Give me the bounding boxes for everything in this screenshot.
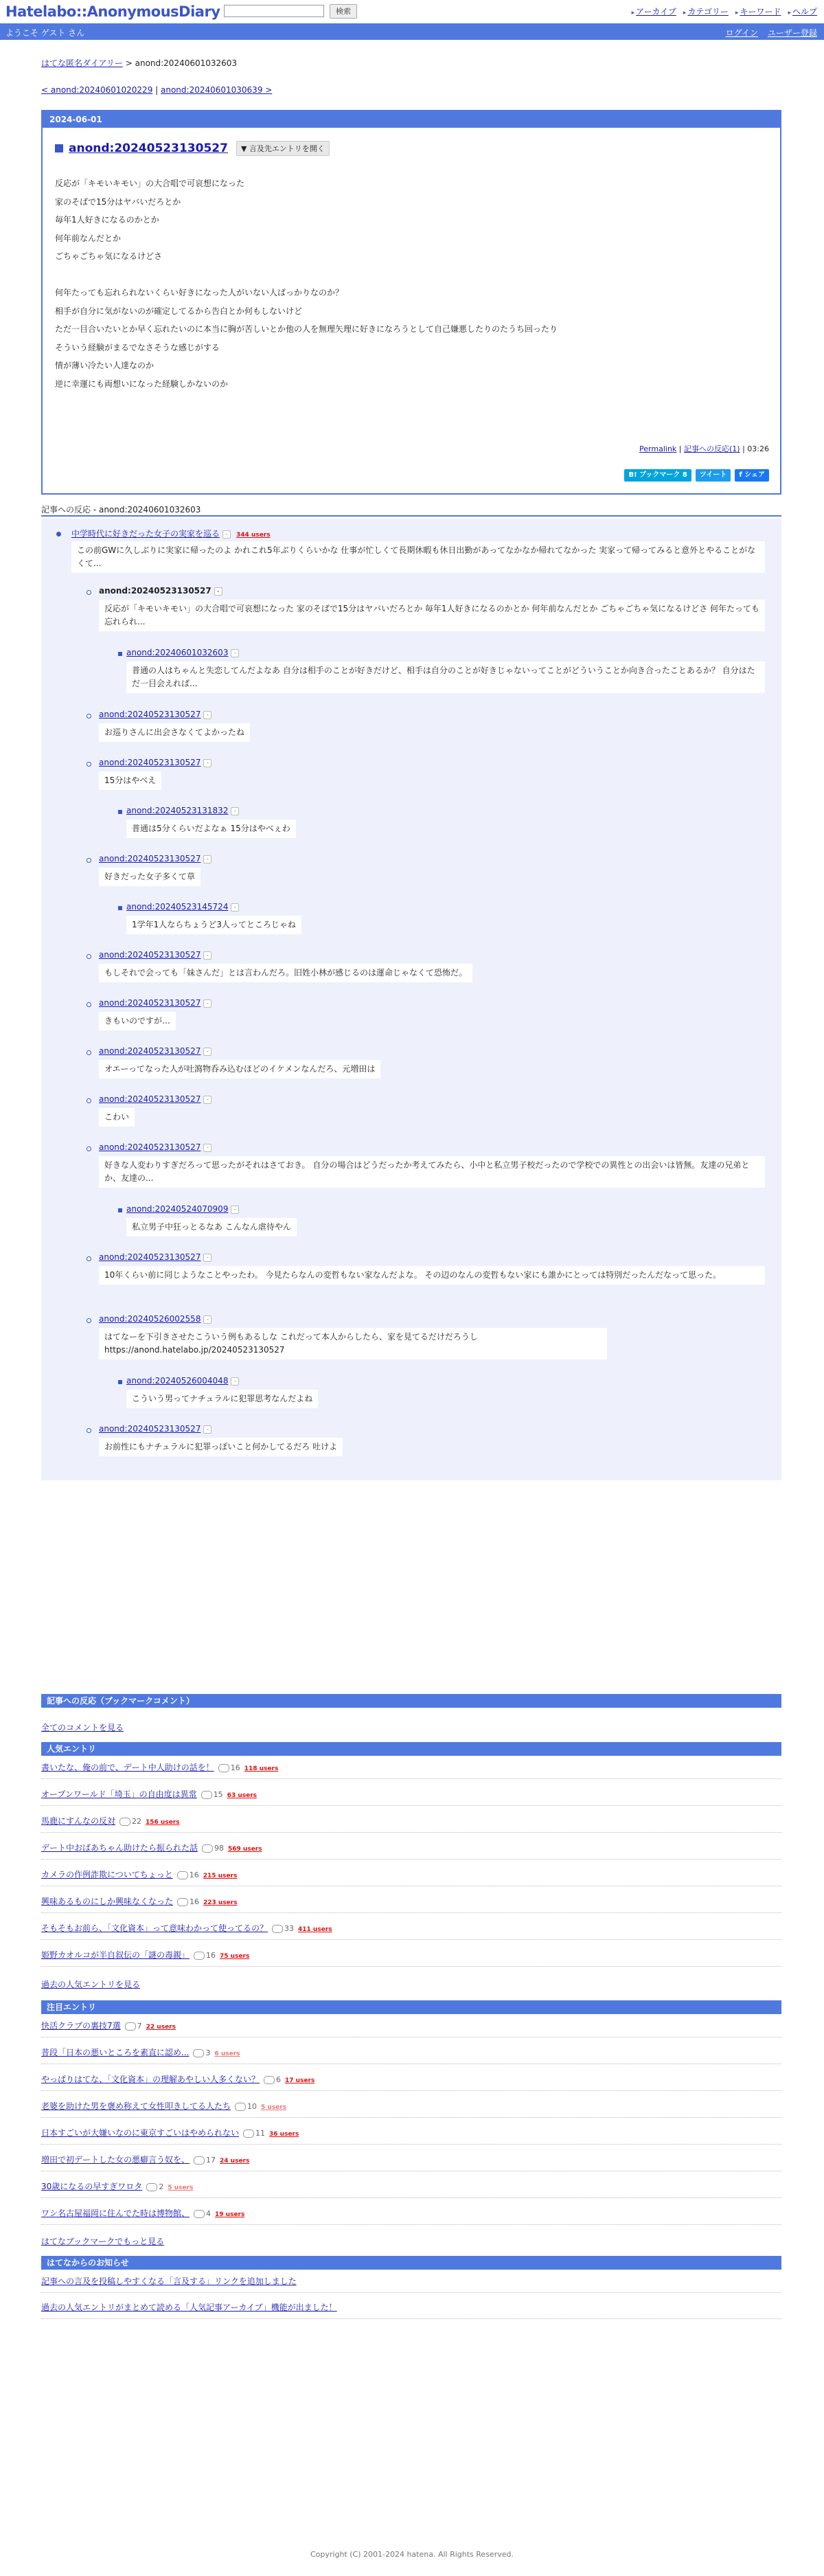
expand-icon[interactable]: - (203, 1144, 211, 1152)
reaction-label (99, 1046, 211, 1056)
bullet-icon (87, 858, 91, 863)
comment-count[interactable] (194, 1951, 216, 1960)
body-line: ごちゃごちゃ気になるけどさ (55, 251, 163, 261)
arrow-icon: ▸ (631, 10, 635, 16)
comment-count-text: 16 (189, 1871, 199, 1879)
root-summary: この前GWに久しぶりに実家に帰ったのよ かれこれ5年ぶりくらいかな 仕事が忙しくて長期休暇も休日出勤があってなかなか帰れてなかった 実家って帰ってみると意外とやることがなくて... (71, 541, 765, 573)
bullet-icon (87, 1002, 91, 1007)
expand-icon[interactable]: - (231, 649, 239, 657)
body-line: 相手が自分に気がないのが確定してるから告白とか何もしないけど (55, 306, 303, 316)
nav-category[interactable] (683, 5, 729, 17)
notice-item (41, 2293, 781, 2319)
reaction-text: 1学年1人ならちょうど3人ってところじゃね (126, 916, 301, 934)
comment-bubble-icon (194, 1952, 205, 1960)
body-line: 家のそばで15分はヤバいだろとか (55, 196, 181, 207)
entry-row-content (41, 2127, 299, 2138)
comment-count-text: 7 (137, 2022, 142, 2031)
comment-count[interactable] (146, 2182, 163, 2191)
bullet-icon (87, 1050, 91, 1055)
comment-bubble-icon (264, 2076, 275, 2084)
search-input[interactable] (224, 5, 324, 17)
more-bookmark-link[interactable]: はてなブックマークでもっと見る (41, 2237, 165, 2246)
entry-link[interactable]: デート中おばあちゃん助けたら振られた話 (41, 1843, 198, 1853)
entry-row-content (41, 1815, 180, 1827)
reaction-text: お巡りさんに出会さなくてよかったね (99, 723, 250, 742)
expand-icon[interactable]: - (203, 1425, 211, 1434)
entry-link[interactable]: カメラの作例詐欺についてちょっと (41, 1870, 173, 1879)
users-badge[interactable]: 63 users (227, 1792, 258, 1799)
reaction-link[interactable]: anond:20240524070909 (126, 1204, 229, 1214)
bullet-icon (87, 954, 91, 959)
entry-link[interactable]: 普段「日本の悪いところを素直に認め... (41, 2048, 190, 2057)
comment-bubble-icon (194, 2210, 205, 2218)
comment-count-text: 15 (213, 1790, 223, 1799)
reaction-text: 普通の人はちゃんと失恋してんだよなあ 自分は相手のことが好きだけど、相手は自分のことが好きじゃないってことがどういうことか向き合ったことあるか？ 自分はただ一目会えれば... (126, 662, 765, 693)
expand-icon[interactable]: - (203, 711, 211, 719)
entry-row (41, 2172, 781, 2198)
entry-row-content (41, 1842, 262, 1853)
reaction-text: きもいのですが… (99, 1012, 176, 1030)
square-bullet-icon (118, 1380, 122, 1384)
expand-icon[interactable]: - (203, 1048, 211, 1056)
users-badge[interactable]: 569 users (228, 1846, 262, 1853)
comment-bubble-icon (201, 1791, 212, 1799)
site-logo[interactable]: Hatelabo::AnonymousDiary (5, 3, 220, 20)
expand-icon[interactable]: - (222, 530, 231, 539)
nav-archive[interactable] (632, 5, 676, 17)
entry-row (41, 1887, 781, 1913)
nav-category-link[interactable]: カテゴリー (687, 7, 729, 16)
reaction-label (99, 758, 211, 767)
comment-count[interactable] (202, 1844, 224, 1853)
users-badge[interactable]: 36 users (269, 2131, 299, 2138)
expand-icon[interactable]: - (231, 1206, 239, 1214)
entry-row (41, 2038, 781, 2064)
comment-count[interactable] (194, 2156, 216, 2165)
expand-icon[interactable]: - (203, 1315, 211, 1324)
nav-archive-link[interactable]: アーカイブ (636, 7, 676, 16)
entry-row (41, 2145, 781, 2171)
expand-icon[interactable]: - (203, 759, 211, 767)
login-link[interactable]: ログイン (725, 28, 758, 38)
entry-row (41, 1941, 781, 1967)
past-popular-link[interactable]: 過去の人気エントリを見る (41, 1980, 141, 1989)
entry-row-content (41, 2100, 286, 2112)
entry-row-content (41, 2180, 193, 2192)
nav-help-link[interactable]: ヘルプ (792, 7, 817, 16)
body-line: 毎年1人好きになるのかとか (55, 215, 159, 225)
entry-link[interactable]: やっぱりはてな、「文化資本」の理解あやしい人多くない？ (41, 2075, 260, 2084)
reaction-text: 私立男子中狂っとるなあ こんなん虐待やん (126, 1218, 297, 1236)
reaction-link[interactable]: anond:20240601032603 (126, 648, 229, 657)
users-badge[interactable]: 19 users (215, 2211, 245, 2218)
reaction-link[interactable]: anond:20240523130527 (99, 1142, 201, 1152)
notice-item (41, 2267, 781, 2293)
expand-icon[interactable]: - (203, 951, 211, 960)
reaction-link[interactable]: anond:20240523130527 (99, 710, 201, 719)
reaction-label (126, 806, 239, 815)
comment-count-text: 16 (206, 1951, 216, 1960)
entry-row-content (41, 2046, 240, 2058)
users-badge[interactable]: 411 users (298, 1926, 332, 1933)
reaction-text: 普通は5分くらいだよなぁ 15分はやべぇわ (126, 820, 296, 838)
comment-count[interactable] (177, 1897, 199, 1906)
bullet-icon (87, 1146, 91, 1151)
reaction-text: はてなーを下引きさせたこういう例もあるしな これだって本人からしたら、家を見てるだけだろうし https://anond.hatelabo.jp/20240523130527 (99, 1328, 607, 1359)
permalink-row: Permalink | 記事への反応(1) | 03:26 (639, 444, 769, 453)
reaction-label (99, 586, 222, 596)
expand-icon[interactable]: - (231, 807, 239, 815)
comment-bubble-icon (218, 1764, 229, 1772)
comment-count[interactable] (194, 2209, 211, 2218)
comment-bubble-icon (193, 2049, 204, 2057)
comment-count-text: 22 (132, 1817, 142, 1826)
body-line: 逆に幸運にも両想いになった経験しかないのか (55, 379, 229, 389)
comment-count-text: 10 (247, 2102, 258, 2111)
users-badge[interactable]: 75 users (220, 1953, 250, 1960)
bullet-icon (87, 1428, 91, 1433)
reaction-link[interactable]: anond:20240523145724 (126, 902, 229, 912)
comment-count[interactable] (119, 1817, 141, 1826)
entry-link[interactable]: 馬鹿にすんなの反対 (41, 1816, 116, 1826)
entry-row-content (41, 2073, 314, 2085)
prevnext-sep: | (152, 85, 161, 95)
footer-copyright: Copyright (C) 2001-2024 hatena. All Rights Reserved. (310, 2550, 514, 2559)
entry-row (41, 2119, 781, 2145)
comment-count-text: 4 (206, 2209, 211, 2218)
reaction-text: 反応が「キモいキモい」の大合唱で可哀想になった 家のそばで15分はヤバいだろとか 毎年1人好きになるのかとか 何年前なんだとか ごちゃごちゃ気になるけどさ 何年たっても忘れられ... (99, 600, 765, 631)
expand-icon[interactable]: - (231, 1377, 239, 1386)
hatena-bookmark-button[interactable]: B! ブックマーク 8 (624, 469, 691, 482)
reaction-link[interactable]: anond:20240523130527 (99, 998, 201, 1008)
reaction-link[interactable]: anond:20240523130527 (99, 950, 201, 960)
entry-link[interactable]: 姫野カオルコが半自叙伝の「謎の毒親」 (41, 1950, 190, 1960)
comment-count[interactable] (125, 2022, 142, 2031)
reaction-text: 好きだった女子多くて草 (99, 868, 201, 886)
reaction-label (99, 950, 211, 960)
users-badge[interactable]: 215 users (203, 1873, 238, 1879)
entry-link[interactable]: 書いたな、俺の前で、デート中人助けの話を！ (41, 1763, 214, 1772)
users-badge[interactable]: 5 users (168, 2184, 194, 2191)
day-entry (41, 110, 781, 495)
arrow-icon: ▸ (683, 10, 687, 16)
reaction-link[interactable]: anond:20240523130527 (99, 1424, 201, 1434)
entry-row-content (41, 1922, 332, 1934)
users-badge[interactable]: 6 users (214, 2050, 240, 2057)
body-line: ただ一目合いたいとか早く忘れたいのに本当に胸が苦しいとか他の人を無理矢理に好きになろうとして自己嫌悪したりのたうち回ったり (55, 324, 558, 334)
prev-entry-link[interactable]: < anond:20240601020229 (41, 85, 153, 95)
users-badge[interactable]: 17 users (285, 2077, 315, 2084)
entry-row (41, 1860, 781, 1886)
entry-row (41, 1833, 781, 1860)
reaction-link[interactable]: anond:20240526002558 (99, 1314, 201, 1324)
site-header (0, 0, 824, 23)
square-bullet-icon (118, 810, 122, 814)
welcome-text: ようこそ ゲスト さん (5, 28, 85, 38)
entry-row-content (41, 2207, 244, 2219)
breadcrumb-current: anond:20240601032603 (135, 58, 238, 68)
entry-row-content (41, 1868, 237, 1880)
reaction-label (99, 854, 211, 863)
body-line: 何年たっても忘れられないくらい好きになった人がいない人ばっかりなのか？ (55, 288, 344, 297)
prev-next-nav (41, 85, 272, 95)
reaction-label-text: anond:20240523130527 (99, 586, 211, 596)
entry-link[interactable]: 30歳になるの早すぎワロタ (41, 2182, 143, 2191)
square-bullet-icon (118, 652, 122, 656)
comment-count-text: 33 (284, 1924, 295, 1933)
open-referenced-button[interactable]: ▼ 言及先エントリを開く (236, 141, 330, 156)
body-line: 何年前なんだとか (55, 233, 122, 243)
nav-keyword[interactable] (735, 5, 781, 17)
reaction-link[interactable]: anond:20240523131832 (126, 806, 229, 815)
notice-link[interactable]: 過去の人気エントリがまとめて読める「人気記事アーカイブ」機能が出ました！ (41, 2303, 337, 2312)
comment-count-text: 3 (205, 2048, 211, 2057)
users-badge[interactable]: 156 users (146, 1819, 180, 1826)
comment-count[interactable] (193, 2048, 210, 2057)
expand-icon[interactable]: - (214, 587, 222, 596)
comment-count-text: 98 (214, 1844, 225, 1853)
entry-link[interactable]: 老婆を助けた男を褒め称えて女性叩きしてる人たち (41, 2101, 231, 2111)
tweet-button[interactable]: ツイート (696, 469, 731, 482)
comment-bubble-icon (272, 1925, 283, 1933)
entry-time: 03:26 (747, 444, 769, 453)
comment-bubble-icon (146, 2183, 157, 2191)
reaction-text: こういう男ってナチュラルに犯罪思考なんだよね (126, 1390, 318, 1408)
comment-count-text: 11 (255, 2129, 266, 2138)
entry-link[interactable]: そもそもお前ら、「文化資本」って意味わかって使ってるの？ (41, 1923, 268, 1933)
comment-count[interactable] (201, 1790, 223, 1799)
breadcrumb (41, 57, 237, 69)
comment-bubble-icon (177, 1898, 188, 1906)
reaction-label (126, 1376, 239, 1386)
comment-bubble-icon (243, 2129, 254, 2138)
comment-bubble-icon (125, 2022, 136, 2031)
reaction-label (126, 902, 239, 912)
entry-title-row (55, 141, 330, 156)
reaction-link[interactable]: anond:20240523130527 (99, 1094, 201, 1104)
expand-icon[interactable]: - (203, 855, 211, 863)
reaction-label (99, 1142, 211, 1152)
entry-row (41, 2199, 781, 2225)
users-badge[interactable]: 223 users (203, 1899, 238, 1906)
attention-header: 注目エントリ (41, 2000, 781, 2014)
reaction-text: 好きな人変わりすぎだろって思ったがそれはさておき。 自分の場合はどうだったか考えてみたら、小中と私立男子校だったので学校での異性との出会いは皆無。友達の兄弟とか、友達の... (99, 1156, 765, 1188)
entry-row-content (41, 1761, 278, 1773)
comment-count[interactable] (235, 2102, 257, 2111)
reaction-link[interactable]: anond:20240523130527 (99, 1046, 201, 1056)
search-button[interactable]: 検索 (330, 4, 357, 19)
reaction-text: もしそれで会っても「妹さんだ」とは言わんだろ。旧姓小林が感じるのは運命じゃなくて恐怖だ。 (99, 964, 472, 982)
reaction-label (99, 1252, 211, 1262)
entry-row (41, 1914, 781, 1940)
bullet-icon (87, 714, 91, 719)
entry-link[interactable]: オープンワールド「埼玉」の自由度は異常 (41, 1789, 197, 1799)
nav-keyword-link[interactable]: キーワード (740, 7, 781, 16)
entry-link[interactable]: 快活クラブの裏技7選 (41, 2021, 121, 2031)
entry-row-content (41, 1788, 257, 1800)
expand-icon[interactable]: - (231, 903, 239, 912)
arrow-icon: ▸ (735, 10, 739, 16)
entry-row-content (41, 1949, 249, 1961)
square-bullet-icon (118, 1208, 122, 1212)
reaction-label (99, 1314, 211, 1324)
reaction-label (99, 1094, 211, 1104)
root-entry (71, 528, 271, 539)
users-badge[interactable]: 118 users (244, 1765, 279, 1772)
body-line: そういう経験がまるでなさそうな感じがする (55, 342, 220, 352)
comment-bubble-icon (235, 2103, 246, 2111)
share-buttons (624, 469, 769, 482)
entry-row (41, 2011, 781, 2037)
reaction-label (99, 1424, 211, 1434)
square-icon (55, 144, 63, 152)
next-entry-link[interactable]: anond:20240601030639 > (161, 85, 273, 95)
bookmark-comments-header: 記事への反応（ブックマークコメント） (41, 1694, 781, 1708)
entry-row-content (41, 2154, 249, 2165)
reaction-label (99, 998, 211, 1008)
comment-count-text: 16 (230, 1763, 240, 1772)
expand-icon[interactable]: - (203, 1254, 211, 1262)
expand-icon[interactable]: - (203, 999, 211, 1008)
arrow-icon: ▸ (788, 10, 791, 16)
entry-row (41, 1807, 781, 1833)
entry-link[interactable]: 興味あるものにしか興味なくなった (41, 1897, 174, 1906)
bullet-icon (87, 1318, 91, 1323)
entry-row (41, 2065, 781, 2091)
comment-count[interactable] (218, 1763, 240, 1772)
entry-link[interactable]: ワシ名古屋福岡に住んでた時は博物館、 (41, 2208, 190, 2218)
reaction-link[interactable]: anond:20240523130527 (99, 758, 201, 767)
comment-count-text: 2 (159, 2182, 164, 2191)
bullet-icon (87, 1256, 91, 1261)
notice-link[interactable]: 記事への言及を投稿しやすくなる「言及する」リンクを追加しました (41, 2276, 297, 2286)
comment-count[interactable] (177, 1871, 199, 1879)
bullet-icon (56, 532, 61, 536)
reactions-tree (41, 519, 781, 1480)
comment-bubble-icon (194, 2156, 205, 2165)
day-date: 2024-06-01 (43, 111, 780, 128)
expand-icon[interactable]: - (203, 1096, 211, 1104)
square-bullet-icon (118, 906, 122, 910)
reactions-title: 記事への反応 - anond:20240601032603 (41, 505, 201, 515)
comment-bubble-icon (119, 1818, 130, 1826)
entry-row-content (41, 2020, 176, 2031)
entry-row-content (41, 1895, 238, 1907)
reaction-text: 10年くらい前に同じようなことやったわ。 今見たらなんの変哲もない家なんだよな。 その辺のなんの変哲もない家にも誰かにとっては特別だったんだなって思った。 (99, 1266, 765, 1285)
divider (41, 515, 781, 517)
comment-count[interactable] (243, 2129, 265, 2138)
comment-count-text: 6 (276, 2075, 282, 2084)
comment-bubble-icon (177, 1871, 188, 1879)
comment-count-text: 16 (190, 1897, 200, 1906)
reactions-link[interactable]: 記事への反応(1) (684, 444, 740, 453)
root-entry-link[interactable]: 中学時代に好きだった女子の実家を巡る (71, 529, 220, 539)
entry-row (41, 1753, 781, 1779)
reaction-label (126, 648, 239, 657)
entry-link[interactable]: 日本すごいが大嫌いなのに東京すごいはやめられない (41, 2128, 240, 2138)
nav-help[interactable] (788, 5, 817, 17)
breadcrumb-sep: > (122, 58, 135, 68)
body-line: 反応が「キモいキモい」の大合唱で可哀想になった (55, 179, 245, 188)
reaction-text: こわい (99, 1108, 135, 1127)
bullet-icon (87, 762, 91, 767)
facebook-share-button[interactable]: f シェア (735, 469, 769, 482)
breadcrumb-home[interactable]: はてな匿名ダイアリー (41, 58, 123, 68)
comment-count-text: 17 (206, 2156, 216, 2165)
reaction-text: 15分はやべえ (99, 771, 161, 790)
entry-link[interactable]: 増田で初デートした女の悪癖言う奴を、 (41, 2155, 190, 2165)
bullet-icon (87, 590, 91, 595)
comment-count[interactable] (272, 1924, 294, 1933)
top-nav (632, 5, 817, 17)
comment-bubble-icon (202, 1844, 213, 1853)
entry-body (55, 174, 762, 393)
comment-count[interactable] (264, 2075, 281, 2084)
users-badge[interactable]: 22 users (146, 2024, 176, 2031)
reaction-link[interactable]: anond:20240523130527 (99, 1252, 201, 1262)
reaction-label (126, 1204, 239, 1214)
user-bar (0, 23, 824, 40)
bullet-icon (87, 1098, 91, 1103)
permalink-link[interactable]: Permalink (639, 444, 677, 453)
users-badge[interactable]: 24 users (220, 2158, 250, 2165)
users-badge[interactable]: 344 users (236, 532, 271, 539)
entry-row (41, 2092, 781, 2118)
entry-row (41, 1780, 781, 1806)
popular-header: 人気エントリ (41, 1742, 781, 1756)
all-comments-link[interactable]: 全てのコメントを見る (41, 1723, 124, 1732)
reaction-link[interactable]: anond:20240526004048 (126, 1376, 229, 1386)
reaction-text: オエーってなった人が吐瀉物呑み込むほどのイケメンなんだろ、元増田は (99, 1060, 380, 1078)
register-link[interactable]: ユーザー登録 (767, 28, 817, 38)
users-badge[interactable]: 5 users (261, 2104, 287, 2111)
reaction-text: お前性にもナチュラルに犯罪っぽいこと何かしてるだろ 吐けよ (99, 1438, 343, 1456)
notice-header: はてなからのお知らせ (41, 2256, 781, 2270)
entry-title-link[interactable]: anond:20240523130527 (69, 142, 228, 155)
reaction-link[interactable]: anond:20240523130527 (99, 854, 201, 863)
body-line: 情が薄い冷たい人達なのか (55, 361, 154, 370)
reaction-label (99, 710, 211, 719)
